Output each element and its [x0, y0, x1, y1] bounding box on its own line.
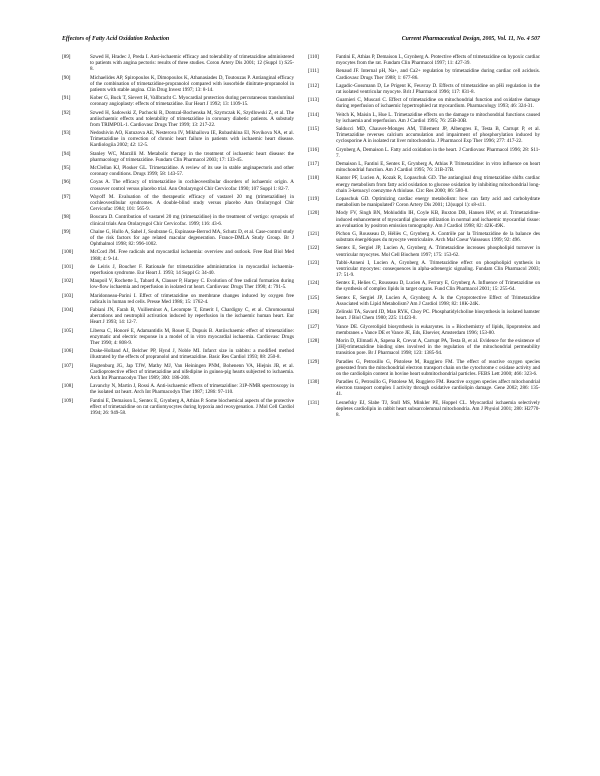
- reference-entry: [308, 175, 540, 193]
- reference-number: [101]: [62, 263, 74, 270]
- reference-text: Nedoshivin AO, Kutuzova AE, Nesterova IV, Mikhailova IE, Rubashkina EI, Novikova NA, et al. Trimetazidine in correction of chronic heart failure in patients with ischaemic heart disease. Kardiologiia 2002; 42: 12-5.: [90, 130, 294, 149]
- reference-entry: [62, 348, 294, 360]
- reference-entry: [308, 161, 540, 173]
- reference-number: [120]: [308, 210, 320, 217]
- reference-number: [94]: [62, 150, 71, 157]
- reference-number: [111]: [308, 68, 319, 75]
- reference-entry: [62, 383, 294, 395]
- reference-number: [100]: [62, 249, 74, 256]
- reference-entry: [62, 194, 294, 212]
- reference-text: Michaelides AP, Spiropoulos K, Dimopoulos K, Athanasiades D, Toutouzas P. Antianginal efficacy of the combination of trimetazidine-propranolol compared with isosorbide dinitrate-propranolol in patients with stable angina. Clin Drug Invest 1997; 13: 8-14.: [90, 74, 294, 93]
- references-right-column: [308, 54, 540, 420]
- reference-entry: [62, 165, 294, 177]
- reference-text: Fantini E, Athias P, Demaison L, Grynberg A. Protective effects of trimetazidine on hypoxic cardiac myocytes from the rat. Fundam Clin Pharmacol 1997; 11: 427-39.: [336, 54, 540, 67]
- reference-entry: [308, 324, 540, 336]
- reference-entry: [62, 293, 294, 305]
- reference-text: Renaud JF. Internal pH, Na+, and Ca2+ regulation by trimetazidine during cardiac cell acidosis. Cardiovasc Drugs Ther 1988; 1: 677-86.: [336, 68, 540, 81]
- reference-number: [103]: [62, 292, 74, 299]
- reference-entry: [62, 110, 294, 128]
- reference-number: [128]: [308, 337, 320, 344]
- reference-number: [112]: [308, 82, 319, 89]
- reference-entry: [308, 54, 540, 66]
- reference-number: [104]: [62, 307, 74, 314]
- references-left-column: [62, 54, 294, 418]
- reference-entry: [62, 95, 294, 107]
- reference-text: Maupoil V, Rochette L, Tabard A, Clauser P, Harpey C. Evolution of free radical formation during low-flow ischaemia and reperfusion in isolated rat heart. Cardiovasc Drugs Ther 1990; 4: 791-5.: [90, 278, 294, 291]
- reference-text: Coyas A. The efficacy of trimetazidine in cochleovestibular disorders of ischaemic origin. A crossover control versus placebo trial. Ann Otolaryngol Chir Cervicofac 1990; 107 Suppl 1: 82-7.: [90, 179, 294, 192]
- reference-text: Fantini E, Demaison L, Sentex E, Grynberg A, Athias P. Some biochemical aspects of the protective effect of trimetazidine on rat cardiomyocytes during hypoxia and reoxygenation. J Mol Cell Cardiol 1994; 26: 949-58.: [90, 397, 294, 416]
- reference-text: Fabiani JN, Farah B, Vuilleminot A, Lecompte T, Emerit I, Chardigny C, et al. Chromosomal aberrations and neutrophil activation induced by reperfusion in the ischaemic human heart. Eur Heart J 1993; 14: 12-7.: [90, 307, 294, 326]
- reference-entry: [308, 231, 540, 243]
- reference-entry: [62, 307, 294, 325]
- reference-entry: [62, 264, 294, 276]
- reference-text: Vance DE. Glycerolipid biosynthesis in eukaryotes. in « Biochemistry of lipids, lipoproteins and membranes » Vance DE et Vance JE, Eds, Elsevier, Amsterdam 1996; 153-80.: [336, 323, 540, 336]
- reference-text: Zelinski TA, Savard JD, Man RYK, Choy PC. Phosphatidylcholine biosynthesis in isolated hamster heart. J Biol Chem 1980; 225: 11423-8.: [336, 309, 540, 322]
- reference-number: [122]: [308, 245, 320, 252]
- reference-text: Sentex E, Helies C, Rousseau D, Lucien A, Ferrary E, Grynberg A. Influence of Trimetazidine on the synthesis of complex lipids in target organs. Fund Clin Pharmacol 2001; 15: 255-64.: [336, 280, 540, 293]
- reference-text: Kober G, Buck T, Sievert H, Vallbracht C. Myocardial protection during percutaneous transluminal coronary angioplasty: effects of trimetazidine. Eur Heart J 1992; 13: 1109-15.: [90, 95, 294, 108]
- reference-number: [90]: [62, 74, 71, 81]
- reference-text: Boucara D. Contribution of vastarel 20 mg (trimetazidine) in the treatment of vertigo: synopsis of clinical trials Ann Otolaryngol Chir Cervicofac. 1999; 116: 43-6.: [90, 214, 294, 227]
- reference-number: [115]: [308, 126, 319, 133]
- reference-entry: [308, 280, 540, 292]
- reference-number: [110]: [308, 54, 319, 60]
- reference-text: Drake-Holland AJ, Belcher PP, Hynd J, Noble MI. Infarct size in rabbits: a modified method illustrated by the effects of propranolol and trimetazidine. Basic Res Cardiol 1993; 88: 250-8.: [90, 348, 294, 361]
- reference-number: [117]: [308, 161, 319, 167]
- reference-entry: [62, 229, 294, 247]
- reference-entry: [308, 245, 540, 257]
- reference-number: [113]: [308, 97, 319, 104]
- reference-entry: [308, 147, 540, 159]
- reference-entry: [308, 309, 540, 321]
- reference-entry: [62, 363, 294, 381]
- reference-number: [126]: [308, 309, 320, 316]
- reference-number: [97]: [62, 193, 71, 200]
- reference-text: Paradies G, Petrosillo G, Pistolese M, Ruggiero FM. Reactive oxygen species affect mitochondrial electron transport complex I activity through oxidative cardiolipin damage. Gene 2002; 286: 135-41.: [336, 379, 540, 398]
- reference-number: [89]: [62, 54, 71, 60]
- reference-entry: [308, 83, 540, 95]
- reference-text: Chaine G, Hullo A, Sahel J, Soubrane G, Espinasse-Berrod MA, Schutz D, et al. Case-control study of the risk factors for age related macular degeneration. France-DMLA Study Group. Br J Ophthalmol 1998; 82: 996-1002.: [90, 228, 294, 248]
- reference-number: [114]: [308, 111, 319, 118]
- reference-number: [127]: [308, 323, 320, 330]
- reference-text: Veitch K, Maisin L, Hue L. Trimetazidine effects on the damage to mitochondrial functions caused by ischaemia and reperfusion. Am J Cardiol 1995; 76: 25B-30B.: [336, 111, 540, 124]
- running-header: [62, 36, 540, 48]
- reference-number: [109]: [62, 397, 74, 404]
- reference-text: Grynberg A, Demaison L. Fatty acid oxidation in the heart. J Cardiovasc Pharmacol 1996; 28: S11-7.: [336, 146, 540, 159]
- reference-entry: [62, 278, 294, 290]
- reference-entry: [308, 68, 540, 80]
- reference-number: [125]: [308, 294, 320, 301]
- reference-number: [124]: [308, 280, 320, 287]
- reference-number: [99]: [62, 228, 71, 235]
- reference-number: [108]: [62, 383, 74, 390]
- reference-text: Demaison L, Fantini E, Sentex E, Grynberg A, Athias P. Trimetazidine: in vitro influence on heart mitochondrial function. Am J Cardiol 1995; 76: 31B-37B.: [336, 161, 540, 174]
- reference-number: [95]: [62, 165, 71, 172]
- reference-entry: [308, 97, 540, 109]
- reference-number: [92]: [62, 109, 71, 116]
- reference-text: Szwed H, Hradec J, Preda I. Anti-ischaemic efficacy and tolerability of trimetazidine administered to patients with angina pectoris: results of three studies. Coron Artery Dis 2001; 12 (Suppl 1) S25-8.: [90, 54, 294, 73]
- reference-number: [130]: [308, 379, 320, 386]
- reference-text: Tabbi-Anneni I, Lucien A, Grynberg A. Trimetazidine effect on phospholipid synthesis in ventricular myocytes: consequences in alpha-adrenergic signaling. Fundam Clin Pharmacol 2003; 17: 51-9.: [336, 259, 540, 279]
- reference-text: de Leiris J, Boucher F. Rationale for trimetazidine administration in myocardial ischaemia-reperfusion syndrome. Eur Heart J. 1993; 14 Suppl G: 34-40.: [90, 263, 294, 276]
- reference-text: Libersa C, Honoré E, Adamantidis M, Rouet E, Dupuis B. Antiischaemic effect of trimetazidine: enzymatic and electric response in a model of in vitro myocardial ischaemia. Cardiovasc Drugs Ther 1990; 4: 808-9.: [90, 327, 294, 346]
- reference-text: Lesnefsky EJ, Slabe TJ, Stoll MS, Minkler PE, Hoppel CL. Myocardial ischaemia selectively depletes cardiolipin in rabbit heart subsarcolemmal mitochondria. Am J Physiol 2001; 280: H2770-8.: [336, 399, 540, 418]
- reference-entry: [308, 210, 540, 228]
- reference-text: Mody FV, Singh BN, Mohiuddin IH, Coyle KB, Buxton DB, Hansen HW, et al. Trimetazidine-induced enhancement of myocardial glucose utilization in normal and ischaemic myocardial tissue: an evaluation by positron emission tomography. Am J Cardiol 1998; 82: 42K-49K.: [336, 210, 540, 229]
- reference-text: Morin D, Elimadi A, Sapena R, Crevat A, Carrupt PA, Testa B, et al. Evidence for the existence of [3H]-trimetazidine binding sites involved in the regulation of the mitochondrial permeability transition pore. Br J Pharmacol 1998; 123: 1385-94.: [336, 337, 540, 357]
- reference-entry: [62, 179, 294, 191]
- reference-text: Lavanchy N, Martin J, Rossi A. Anti-ischaemic effects of trimetazidine: 31P-NMR spectroscopy in the isolated rat heart. Arch Int Pharmacodyn Ther 1987; 1286: 97-110.: [90, 383, 294, 396]
- reference-text: Lopaschuk GD. Optimizing cardiac energy metabolism: how can fatty acid and carbohydrate metabolism be manipulated? Coron Artery Dis 2001; 12(suppl 1): s8-s11.: [336, 195, 540, 209]
- reference-entry: [308, 260, 540, 278]
- reference-text: Kantor PF, Lucien A, Kozak R, Lopaschuk GD. The antianginal drug trimetazidine shifts cardiac energy metabolism from fatty acid oxidation to glucose oxidation by inhibiting mitochondrial long-chain 3-ketoacyl coenzyme A thiolase. Circ Res 2000; 86: 580-8.: [336, 175, 540, 194]
- reference-number: [129]: [308, 358, 320, 365]
- reference-entry: [62, 151, 294, 163]
- reference-text: Guarnieri C, Muscari C. Effect of trimetazidine on mitochondrial function and oxidative damage during reperfusion of ischaemic hypertrophied rat myocardium. Pharmacology 1993; 46: 324-31.: [336, 97, 540, 110]
- reference-text: Salducci MD, Chauvet-Monges AM, Tillement JP, Albengres E, Testa B, Carrupt P, et al. Trimetazidine reverses calcium accumulation and impairment of phosphorylation induced by cyclosporine A in isolated rat liver mitochondria. J Pharmacol Exp Ther 1996; 277: 417-22.: [336, 126, 540, 145]
- reference-entry: [62, 130, 294, 148]
- reference-entry: [62, 398, 294, 416]
- reference-number: [91]: [62, 95, 71, 102]
- reference-number: [118]: [308, 175, 319, 182]
- reference-number: [121]: [308, 230, 320, 237]
- reference-text: Maridonneau-Parini I. Effect of trimetazidine on membrane changes induced by oxygen free radicals in human red cells. Presse Med 1986; 15: 1762-4.: [90, 292, 294, 305]
- reference-entry: [62, 328, 294, 346]
- reference-number: [119]: [308, 195, 319, 202]
- reference-number: [96]: [62, 179, 71, 186]
- reference-entry: [308, 112, 540, 124]
- reference-entry: [308, 338, 540, 356]
- reference-number: [116]: [308, 146, 319, 153]
- journal-section-title: Effectors of Fatty Acid Oxidation Reduction: [62, 36, 170, 42]
- reference-entry: [308, 359, 540, 377]
- reference-text: Lagadic-Gossmann D, Le Prigent K, Feuvray D. Effects of trimetazidine on pHi regulation in the rat isolated ventricular myocyte. Brit J Pharmacol 1996; 117: 831-8.: [336, 82, 540, 95]
- reference-entry: [62, 54, 294, 72]
- reference-text: McClellan KJ, Plosker GL. Trimetazidine. A review of its use in stable anginapectoris and other coronary conditions. Drugs 1999; 58: 143-57.: [90, 165, 294, 178]
- reference-number: [98]: [62, 214, 71, 221]
- reference-text: Stanley WC, Marzilli M. Metabolic therapy in the treatment of ischaemic heart disease: the pharmacology of trimetazidine. Fundam Clin Pharmacol 2003; 17: 133-45.: [90, 150, 294, 163]
- reference-number: [123]: [308, 259, 320, 266]
- reference-number: [105]: [62, 327, 74, 334]
- reference-entry: [308, 196, 540, 208]
- reference-number: [102]: [62, 278, 74, 285]
- reference-number: [106]: [62, 348, 74, 355]
- reference-entry: [308, 295, 540, 307]
- reference-text: McCord JM. Free radicals and myocardial ischaemia: overview and outlook. Free Rad Biol Med 1988; 4: 9-14.: [90, 249, 294, 262]
- reference-number: [107]: [62, 362, 74, 369]
- reference-text: Wayoff M. Evaluation of the therapeutic efficacy of vastarel 20 mg (trimetazidine) in cochleovestibular syndromes. A double-blind study versus placebo Ann Otolaryngol Chir Cervicofac 1984; 101: 565-9.: [90, 193, 294, 213]
- journal-citation: Current Pharmaceutical Design, 2005, Vol. 11, No. 4 507: [401, 36, 540, 42]
- reference-text: Szwed H, Sadowski Z, Pachocki R, Domzal-Bochenska M, Szymczak K, Szydlowski Z, et al. The antiischaemic effects and tolerability of trimetazidine in coronary diabetic patients. A substudy from TRIMPOL-1. Cardiovasc Drugs Ther 1999; 13: 217-22.: [90, 109, 294, 128]
- reference-text: Paradies G, Petrosillo G, Pistolese M, Ruggiero FM. The effect of reactive oxygen species generated from the mitochondrial electron transport chain on the cytochrome c oxidase activity and on the cardiolipin content in bovine heart submitochondrial particles. FEBS Lett 2000; 466: 323-6.: [336, 358, 540, 377]
- reference-entry: [62, 249, 294, 261]
- reference-text: Sentex E, Sergiel JP, Lucien A, Grynberg A. Is the Cytoprotective Effect of Trimetazidine Associated with Lipid Metabolism? Am J Cardiol 1998; 82: 18K-24K.: [336, 294, 540, 307]
- reference-text: Hugtenburg JG, Jap TJW, Mathy MJ, Van Heiningen PNM, Bohenenn VA, Hiejnis JB, et al. Cardioprotective effect of trimetazidine and nifedipine in guinea-pig hearts subjected to ischaemia. Arch Int Pharmacodyn Ther 1989; 300: 186-208.: [90, 362, 294, 381]
- reference-entry: [62, 75, 294, 93]
- reference-entry: [308, 400, 540, 418]
- reference-text: Sentex E, Sergiel JP, Lucien A, Grynberg A. Trimetazidine increases phospholipid turnover in ventricular myocytes. Mol Cell Biochem 1997; 175: 153-62.: [336, 245, 540, 258]
- reference-entry: [308, 379, 540, 397]
- reference-entry: [308, 126, 540, 144]
- reference-number: [131]: [308, 399, 320, 406]
- reference-entry: [62, 214, 294, 226]
- reference-number: [93]: [62, 130, 71, 137]
- reference-text: Pichon G, Rousseau D, Héliès C, Grynberg A. Contrôle par la Trimetazidine de la balance des substrats énergétiques du myocyte ventriculaire. Arch Mal Coeur Vaisseaux 1999; 92: 496.: [336, 230, 540, 244]
